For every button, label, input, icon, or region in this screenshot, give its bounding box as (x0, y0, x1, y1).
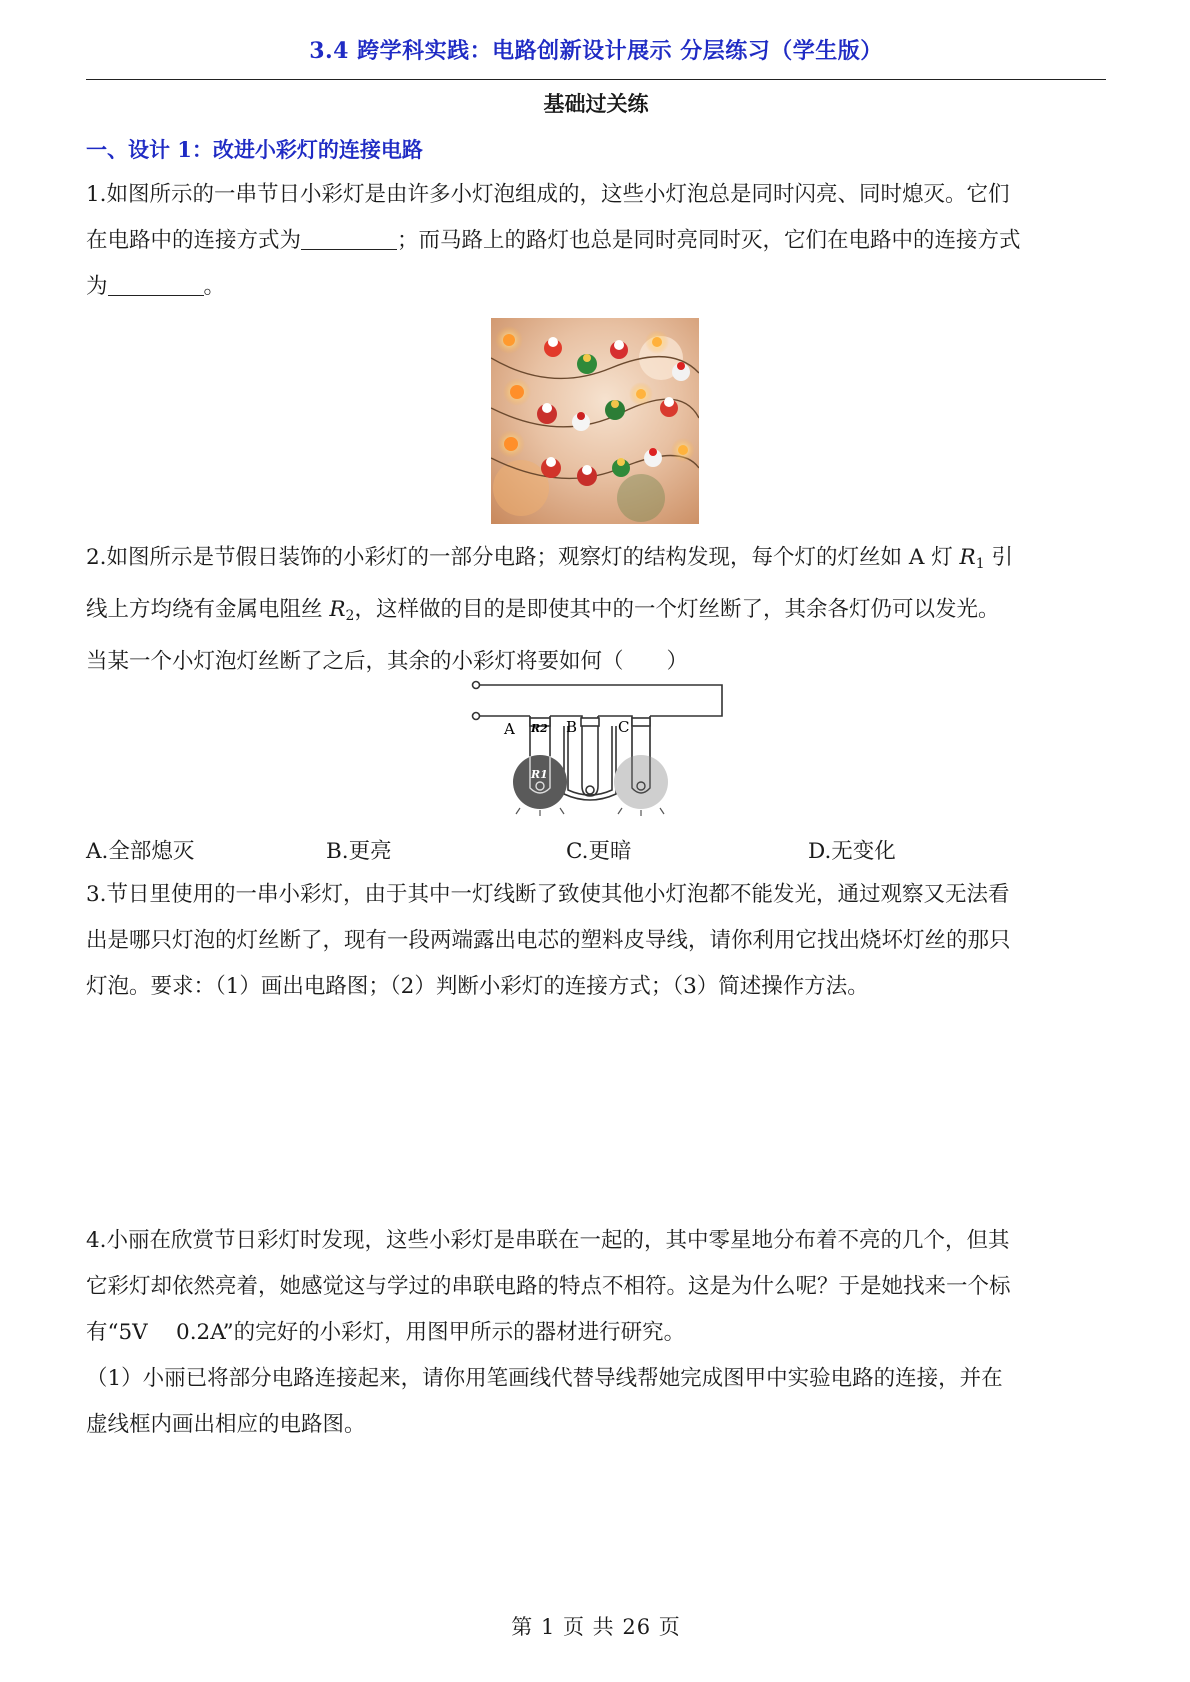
question-4-line-2: 它彩灯却依然亮着，她感觉这与学过的串联电路的特点不相符。这是为什么呢？于是她找来一个标 (86, 1274, 1011, 1299)
header-divider (86, 79, 1106, 80)
section-level-title: 基础过关练 (543, 91, 649, 116)
question-2-text: 2.如图所示是节假日装饰的小彩灯的一部分电路；观察灯的结构发现，每个灯的灯丝如 A 灯 (86, 545, 960, 570)
resistor-r1-subscript: 1 (975, 556, 985, 572)
question-1-text: 为 (86, 274, 108, 299)
resistor-r2-label: R2 (531, 722, 548, 735)
question-1-text: 。 (203, 274, 226, 299)
option-d[interactable]: D.无变化 (808, 839, 896, 864)
lamp-a-label: A (504, 720, 515, 738)
question-1-text: ；而马路上的路灯也总是同时亮同时灭，它们在电路中的连接方式 (397, 228, 1021, 253)
option-b[interactable]: B.更亮 (326, 839, 392, 864)
question-2-line-1 (86, 535, 1108, 587)
question-2-options (86, 834, 1106, 864)
question-1 (86, 172, 1108, 310)
question-2-line-2 (86, 587, 1108, 639)
answer-blank-2[interactable] (108, 275, 204, 296)
question-1-text: 在电路中的连接方式为 (86, 228, 302, 253)
page-number: 第 1 页 共 26 页 (511, 1615, 681, 1639)
lamp-b-label: B (566, 718, 578, 736)
resistor-r1-symbol: R (959, 545, 976, 570)
question-3-line-1: 3.节日里使用的一串小彩灯，由于其中一灯线断了致使其他小灯泡都不能发光，通过观察又无法看 (86, 882, 1010, 907)
question-3-line-2: 出是哪只灯泡的灯丝断了，现有一段两端露出电芯的塑料皮导线，请你利用它找出烧坏灯丝的那只 (86, 928, 1011, 953)
string-lights-photo (491, 318, 699, 524)
answer-blank-1[interactable] (301, 229, 397, 250)
question-4-line-4: （1）小丽已将部分电路连接起来，请你用笔画线代替导线帮她完成图甲中实验电路的连接，并在 (86, 1366, 1003, 1391)
document-title: 3.4 跨学科实践：电路创新设计展示 分层练习（学生版） (309, 38, 883, 64)
question-1-line-1: 1.如图所示的一串节日小彩灯是由许多小灯泡组成的，这些小灯泡总是同时闪亮、同时熄灭。它们 (86, 182, 1010, 207)
question-3 (86, 872, 1108, 1010)
question-4-line-5: 虚线框内画出相应的电路图。 (86, 1412, 366, 1437)
question-2-line-3: 当某一个小灯泡灯丝断了之后，其余的小彩灯将要如何（ ） (86, 649, 689, 674)
lamp-circuit-figure (460, 676, 730, 816)
question-4-line-3: 有“5V 0.2A”的完好的小彩灯，用图甲所示的器材进行研究。 (86, 1320, 686, 1345)
question-4-line-1: 4.小丽在欣赏节日彩灯时发现，这些小彩灯是串联在一起的，其中零星地分布着不亮的几个，但其 (86, 1228, 1010, 1253)
option-a[interactable]: A.全部熄灭 (86, 839, 195, 864)
resistor-r2-symbol: R (329, 597, 346, 622)
resistor-r1-label: R1 (531, 768, 548, 781)
section-heading: 一、设计 1：改进小彩灯的连接电路 (86, 137, 423, 162)
option-c[interactable]: C.更暗 (566, 839, 632, 864)
lamp-c-label: C (618, 718, 630, 736)
question-2-text: ，这样做的目的是即使其中的一个灯丝断了，其余各灯仍可以发光。 (354, 597, 1000, 622)
question-4 (86, 1218, 1108, 1448)
resistor-r2-subscript: 2 (345, 608, 355, 624)
question-2-text: 线上方均绕有金属电阻丝 (86, 597, 330, 622)
question-1-line-2 (86, 218, 1108, 264)
question-3-line-3: 灯泡。要求：（1）画出电路图；（2）判断小彩灯的连接方式；（3）简述操作方法。 (86, 974, 869, 999)
question-2-text: 引 (984, 545, 1014, 570)
question-1-line-3 (86, 264, 1108, 310)
question-2 (86, 535, 1108, 685)
